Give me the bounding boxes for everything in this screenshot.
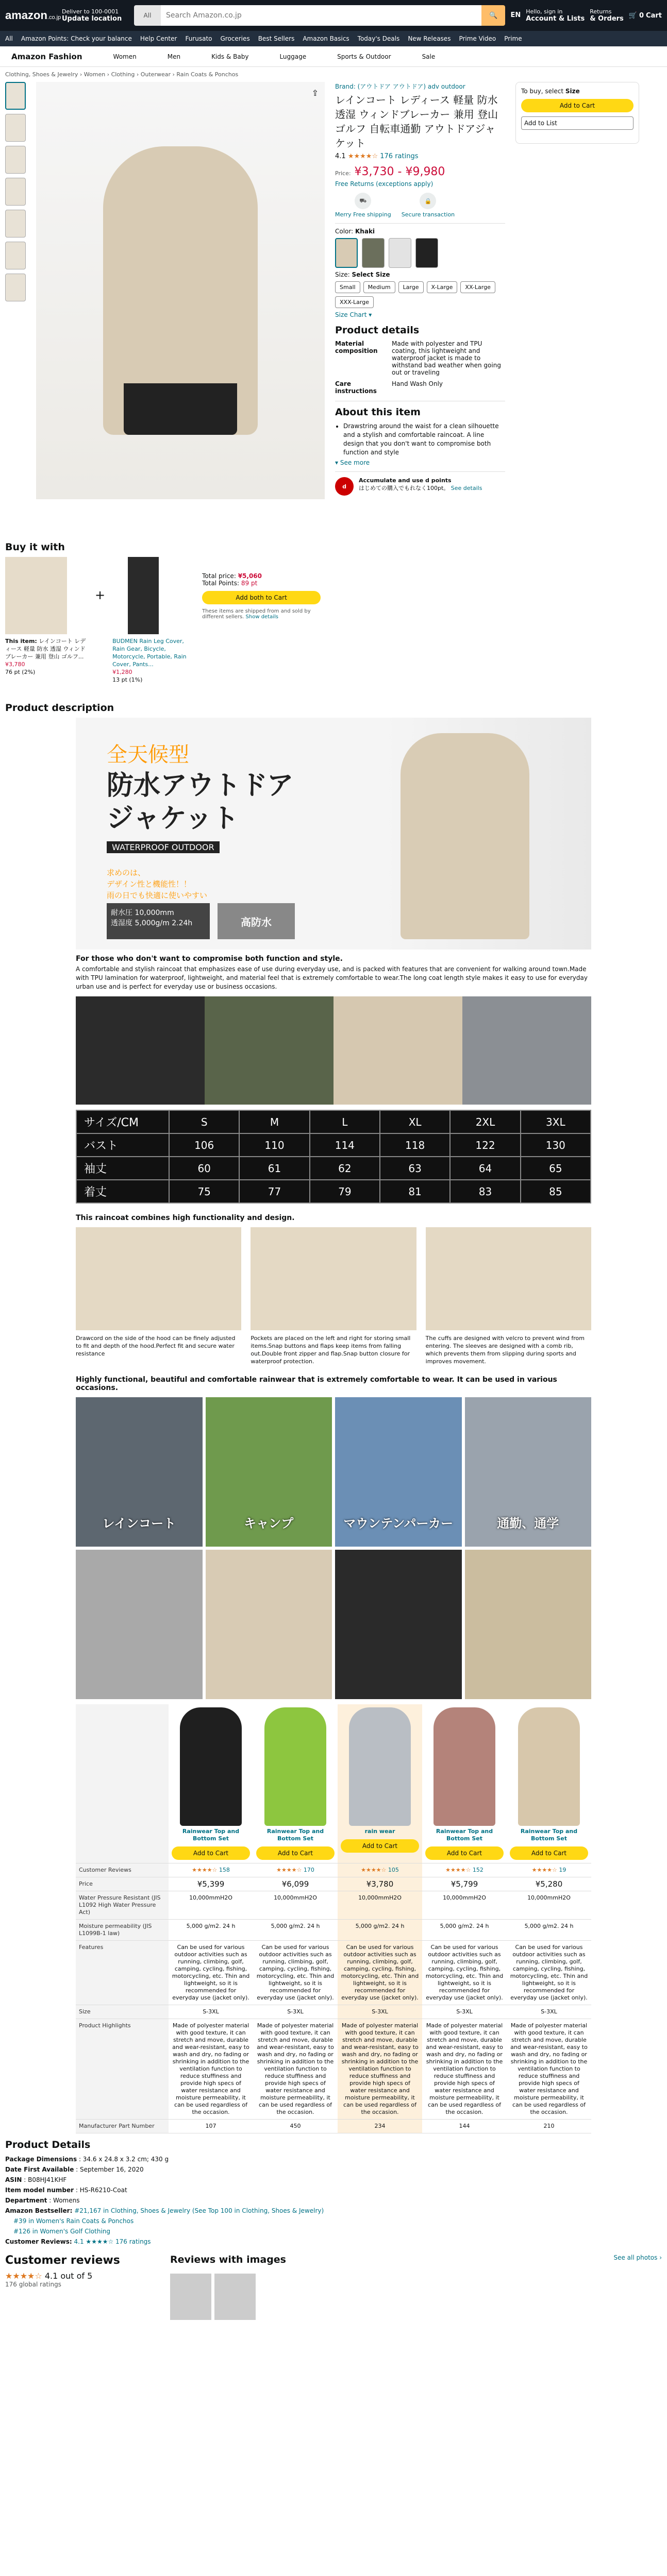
rating-value: 4.1: [335, 152, 346, 160]
scene-grid: [76, 1397, 591, 1699]
size-value: Select Size: [352, 271, 390, 278]
color-swatches: [335, 238, 505, 268]
reviews-link[interactable]: 4.1 ★★★★☆ 176 ratings: [74, 2238, 151, 2245]
description-heading: Product description: [5, 702, 114, 714]
bundle-item: BUDMEN Rain Leg Cover, Rain Gear, Bicycle, Motorcycle, Portable, Rain Cover, Pants... ¥1,280 13 pt (1%): [112, 557, 195, 684]
hero-tagline: 求めのは、 デザイン性と機能性！！ 雨の日でも快適に使いやすい: [107, 868, 208, 900]
free-returns-link[interactable]: Free Returns (exceptions apply): [335, 180, 433, 188]
compare-product-link[interactable]: Rainwear Top and Bottom Set: [520, 1828, 578, 1842]
nav-item[interactable]: Prime Video: [459, 35, 496, 42]
shipping-badge[interactable]: ⛟ Merry Free shipping: [335, 193, 391, 218]
subnav-item[interactable]: Sports & Outdoor: [337, 53, 391, 60]
share-icon[interactable]: ⇪: [311, 88, 319, 98]
size-option[interactable]: XX-Large: [460, 281, 495, 293]
trust-icons: [335, 193, 505, 218]
account-menu[interactable]: Hello, sign in Account & Lists: [526, 8, 585, 23]
compare-product-link[interactable]: Rainwear Top and Bottom Set: [436, 1828, 493, 1842]
hero-text: 全天候型: [107, 743, 189, 767]
size-table-row: 着丈 75 77 79 81 83 85: [76, 1180, 591, 1203]
subnav-item[interactable]: Kids & Baby: [211, 53, 249, 60]
jacket-illustration: [103, 146, 258, 435]
compare-row: Features Can be used for various outdoor activities such as running, climbing, golf, camping, cycling, fishing, motorcycling, etc. Thin and lightweight, so it is recommended for everyday use (jacket only). Can be used for various outdoor activities such as running, climbing, golf, camping, cycling, fishing, motorcycling, etc. Thin and lightweight, so it is recommended for everyday use (jacket only). Can be used for various outdoor activities such as running, climbing, golf, camping, cycling, fishing, motorcycling, etc. Thin and lightweight, so it is recommended for everyday use (jacket only). Can be used for various outdoor activities such as running, climbing, golf, camping, cycling, fishing, motorcycling, etc. Thin and lightweight, so it is recommended for everyday use (jacket only). Can be used for various outdoor activities such as running, climbing, golf, camping, cycling, fishing, motorcycling, etc. Thin and lightweight, so it is recommended for everyday use (jacket only).: [76, 1941, 591, 2005]
scene-image: [206, 1550, 332, 1699]
search-button[interactable]: [481, 5, 505, 26]
price-row: [335, 165, 505, 178]
compare-product-image[interactable]: [518, 1707, 580, 1826]
block-text: A comfortable and stylish raincoat that emphasizes ease of use during everyday use, and is packed with features that are convenient for walking around town.Made with TPU lamination for waterproof, lightweight, and material feel that is extremely comfortable to wear.The long coat length style makes it easy to use for everyday urban use and is perfect for everyday use or business occasions.: [76, 965, 588, 990]
subnav-item[interactable]: Sale: [422, 53, 436, 60]
scene-image: 通勤、通学: [465, 1397, 592, 1547]
buy-box: To buy, select Size Add to Cart Add to List: [515, 82, 639, 144]
hero-spec-box: 耐水圧 10,000mm 透湿度 5,000g/m 2.24h: [107, 903, 210, 939]
see-more-link[interactable]: ▾ See more: [335, 459, 370, 466]
breadcrumb[interactable]: Clothing, Shoes & Jewelry › Women › Clothing › Outerwear › Rain Coats & Ponchos: [5, 71, 239, 78]
customer-reviews: [0, 2254, 667, 2320]
nav-item[interactable]: All: [5, 35, 13, 42]
scene-image: レインコート: [76, 1397, 203, 1547]
cart-icon: 🛒: [628, 11, 637, 20]
model-image: [76, 996, 205, 1105]
review-image-strip: [170, 2274, 662, 2320]
truck-icon: ⛟: [355, 193, 371, 209]
product-main: [0, 82, 667, 535]
product-details: [0, 2140, 667, 2247]
compare-product-image[interactable]: [180, 1707, 242, 1826]
cart-button[interactable]: 🛒 0 Cart: [628, 11, 662, 20]
size-chart-link[interactable]: Size Chart ▾: [335, 311, 372, 318]
feature-panel: Pockets are placed on the left and right for storing small items.Snap buttons and flaps keep items from falling out.Double front zipper and flap.Snap button closure for waterproof protection.: [251, 1227, 416, 1365]
d-points-banner: d Accumulate and use d points はじめての購入でもれなく100pt。 See details: [335, 471, 505, 496]
compare-add-to-cart[interactable]: Add to Cart: [172, 1846, 250, 1860]
thumbnail[interactable]: [5, 178, 26, 206]
review-images-heading: Reviews with images: [170, 2254, 286, 2265]
reviews-heading: Customer reviews: [5, 2254, 120, 2267]
brand-link[interactable]: Brand: (アウトドア アウトドア) adv outdoor: [335, 83, 465, 90]
detail-row: Department : Womens: [5, 2197, 80, 2204]
nav-item[interactable]: Best Sellers: [258, 35, 295, 42]
about-bullets: • Drawstring around the waist for a clean silhouette and a stylish and comfortable raincoat. A line design that you don't want to compromise both function and style: [335, 422, 505, 457]
color-label: Color:: [335, 228, 354, 235]
nav-item[interactable]: Today's Deals: [357, 35, 400, 42]
compare-product-image[interactable]: [433, 1707, 495, 1826]
thumbnail[interactable]: [5, 114, 26, 142]
points-details-link[interactable]: See details: [451, 485, 482, 492]
show-details-link[interactable]: Show details: [245, 614, 279, 620]
bundle-total: Total price: ¥5,060 Total Points: 89 pt Add both to Cart These items are shipped from and sold by different sellers. Show details: [202, 557, 321, 620]
model-image: [334, 996, 462, 1105]
detail-row: #39 in Women's Rain Coats & Ponchos: [13, 2217, 134, 2225]
see-all-photos-link[interactable]: See all photos ›: [613, 2254, 662, 2261]
scene-image: マウンテンパーカー: [335, 1397, 462, 1547]
fashion-subnav: [0, 46, 667, 67]
compare-product-link[interactable]: Rainwear Top and Bottom Set: [182, 1828, 240, 1842]
compare-row: Customer Reviews ★★★★☆ 158 ★★★★☆ 170 ★★★★☆ 105 ★★★★☆ 152 ★★★★☆ 19: [76, 1863, 591, 1877]
color-value: Khaki: [355, 228, 375, 235]
hero-model-image: [401, 733, 529, 939]
thumbnail[interactable]: [5, 274, 26, 301]
size-option[interactable]: XXX-Large: [335, 296, 374, 308]
global-ratings: 176 global ratings: [5, 2281, 61, 2288]
compare-row: Moisture permeability (JIS L1099B-1 law) 5,000 g/m2. 24 h 5,000 g/m2. 24 h 5,000 g/m2. 24 h 5,000 g/m2. 24 h 5,000 g/m2. 24 h: [76, 1920, 591, 1941]
detail-row: Item model number : HS-R6210-Coat: [5, 2187, 127, 2194]
rating-stars[interactable]: ★★★★☆: [347, 152, 378, 160]
size-table-header: サイズ/CM S M L XL 2XL 3XL: [76, 1110, 591, 1133]
size-table-row: バスト 106 110 114 118 122 130: [76, 1133, 591, 1157]
review-score: 4.1 out of 5: [44, 2271, 93, 2281]
compare-row: Product Highlights Made of polyester material with good texture, it can stretch and move, durable and wear-resistant, easy to wash and dry, no fading or shrinking in addition to the ventilation function to reduce stuffiness and provide high specs of water resistance and moisture permeability, it can be used regardless of the occasion. Made of polyester material with good texture, it can stretch and move, durable and wear-resistant, easy to wash and dry, no fading or shrinking in addition to the ventilation function to reduce stuffiness and provide high specs of water resistance and moisture permeability, it can be used regardless of the occasion. Made of polyester material with good texture, it can stretch and move, durable and wear-resistant, easy to wash and dry, no fading or shrinking in addition to the ventilation function to reduce stuffiness and provide high specs of water resistance and moisture permeability, it can be used regardless of the occasion. Made of polyester material with good texture, it can stretch and move, durable and wear-resistant, easy to wash and dry, no fading or shrinking in addition to the ventilation function to reduce stuffiness and provide high specs of water resistance and moisture permeability, it can be used regardless of the occasion. Made of polyester material with good texture, it can stretch and move, durable and wear-resistant, easy to wash and dry, no fading or shrinking in addition to the ventilation function to reduce stuffiness and provide high specs of water resistance and moisture permeability, it can be used regardless of the occasion.: [76, 2019, 591, 2120]
compare-product-link[interactable]: rain wear: [364, 1828, 395, 1835]
detail-row: #126 in Women's Golf Clothing: [13, 2228, 111, 2235]
nav-item[interactable]: Help Center: [140, 35, 177, 42]
detail-row: Amazon Bestseller: #21,167 in Clothing, Shoes & Jewelry (See Top 100 in Clothing, Shoes & Jewelry): [5, 2207, 324, 2214]
hero-title: 防水アウトドア ジャケット: [107, 770, 294, 834]
search-category-select[interactable]: All: [134, 5, 161, 26]
subnav-item[interactable]: Men: [167, 53, 181, 60]
detail-row: ASIN : B08HJ41KHF: [5, 2176, 67, 2183]
scene-image: [465, 1550, 592, 1699]
amazon-logo[interactable]: amazon.co.jp: [5, 9, 61, 22]
lock-icon: 🔒: [420, 193, 436, 209]
size-option[interactable]: Large: [398, 281, 424, 293]
detail-row: Date First Available : September 16, 2020: [5, 2166, 144, 2173]
add-to-cart-button[interactable]: Add to Cart: [521, 99, 633, 112]
deliver-to[interactable]: Deliver to 100-0001 Update location: [62, 8, 122, 23]
bundle-item-image[interactable]: [128, 557, 159, 634]
d-points-logo: d: [335, 477, 354, 496]
nav-item[interactable]: Prime: [504, 35, 522, 42]
plus-icon: +: [95, 588, 106, 602]
nav-item[interactable]: New Releases: [408, 35, 451, 42]
top-header: [0, 0, 667, 31]
feature-panel: The cuffs are designed with velcro to prevent wind from entering. The sleeves are designed with a comb rib, which prevents them from slipping during sports and improves movement.: [426, 1227, 591, 1365]
swatch[interactable]: [362, 238, 385, 268]
size-option[interactable]: Medium: [363, 281, 395, 293]
nav-item[interactable]: Amazon Basics: [303, 35, 349, 42]
compare-product-image[interactable]: [264, 1707, 326, 1826]
nav-item[interactable]: Furusato: [185, 35, 212, 42]
buy-it-with: [0, 541, 667, 696]
bundle-item-link[interactable]: BUDMEN Rain Leg Cover, Rain Gear, Bicycle, Motorcycle, Portable, Rain Cover, Pants...: [112, 638, 187, 668]
add-both-button[interactable]: Add both to Cart: [202, 591, 321, 604]
compare-add-to-cart[interactable]: Add to Cart: [425, 1846, 504, 1860]
detail-row: Package Dimensions : 34.6 x 24.8 x 3.2 cm; 430 g: [5, 2156, 169, 2163]
size-option[interactable]: Small: [335, 281, 360, 293]
product-title: レインコート レディース 軽量 防水 透湿 ウィンドブレーカー 兼用 登山 ゴルフ 自転車通勤 アウトドアジャケット: [335, 94, 498, 149]
ratings-count-link[interactable]: 176 ratings: [380, 152, 419, 160]
swatch[interactable]: [389, 238, 411, 268]
comparison-table: [76, 1704, 591, 2133]
size-options: [335, 281, 505, 308]
product-description: [0, 702, 667, 2133]
nav-item[interactable]: Amazon Points: Check your balance: [21, 35, 132, 42]
price-value: ¥3,730 - ¥9,980: [354, 165, 445, 178]
review-image[interactable]: [170, 2274, 211, 2320]
nav-item[interactable]: Groceries: [220, 35, 250, 42]
size-table: [76, 1110, 591, 1204]
search-icon: 🔍: [489, 11, 498, 20]
thumbnail-list: [5, 82, 26, 535]
detail-row: Customer Reviews: 4.1 ★★★★☆ 176 ratings: [5, 2238, 151, 2245]
thumbnail[interactable]: [5, 146, 26, 174]
compare-add-to-cart[interactable]: Add to Cart: [256, 1846, 335, 1860]
returns-orders[interactable]: Returns & Orders: [590, 8, 624, 23]
compare-add-to-cart[interactable]: Add to Cart: [510, 1846, 588, 1860]
search-bar: [134, 5, 505, 26]
details-heading: Product details: [335, 325, 420, 336]
hero-badge: 高防水: [218, 903, 295, 939]
search-input[interactable]: [161, 5, 481, 26]
model-image: [205, 996, 334, 1105]
scene-image: キャンプ: [206, 1397, 332, 1547]
subnav-item[interactable]: Women: [113, 53, 137, 60]
price-label: Price:: [335, 170, 351, 177]
bundle-item: This item: レインコート レディース 軽量 防水 透湿 ウィンドブレーカー 兼用 登山 ゴルフ... ¥3,780 76 pt (2%): [5, 557, 88, 676]
compare-images-row: [76, 1704, 591, 1863]
secure-badge[interactable]: 🔒 Secure transaction: [402, 193, 455, 218]
main-product-image[interactable]: [36, 82, 325, 499]
model-image: [462, 996, 591, 1105]
size-table-row: 袖丈 60 61 62 63 64 65: [76, 1157, 591, 1180]
care-row: Care instructions Hand Wash Only: [335, 380, 443, 395]
thumbnail[interactable]: [5, 82, 26, 110]
scene-image: [335, 1550, 462, 1699]
compare-row: Price ¥5,399 ¥6,099 ¥3,780 ¥5,799 ¥5,280: [76, 1877, 591, 1891]
feature-panels: [76, 1227, 591, 1365]
add-to-list-button[interactable]: Add to List: [521, 116, 633, 130]
rating-row: [335, 152, 505, 160]
compare-product-image[interactable]: [349, 1707, 411, 1826]
size-option[interactable]: X-Large: [427, 281, 458, 293]
review-image[interactable]: [214, 2274, 256, 2320]
thumbnail[interactable]: [5, 210, 26, 238]
language-select[interactable]: EN: [510, 11, 521, 19]
amazon-fashion-link[interactable]: Amazon Fashion: [11, 52, 82, 61]
hero-banner: [76, 718, 591, 950]
nav-bar: [0, 31, 667, 46]
material-row: Material composition Made with polyester and TPU coating, this lightweight and waterproof jacket is made to withstand bad weather when going out or traveling: [335, 340, 501, 376]
compare-product-link[interactable]: Rainwear Top and Bottom Set: [266, 1828, 324, 1842]
block-title: For those who don't want to compromise both function and style.: [76, 955, 343, 963]
about-heading: About this item: [335, 401, 505, 418]
scene-image: [76, 1550, 203, 1699]
block-title: Highly functional, beautiful and comfortable rainwear that is extremely comfortable to wear. It can be used in various occasions.: [76, 1376, 557, 1392]
buy-with-heading: Buy it with: [5, 541, 65, 553]
thumbnail[interactable]: [5, 242, 26, 269]
compare-row: Manufacturer Part Number 107 450 234 144 210: [76, 2120, 591, 2133]
subnav-item[interactable]: Luggage: [279, 53, 307, 60]
swatch[interactable]: [415, 238, 438, 268]
model-images: [76, 996, 591, 1105]
compare-add-to-cart[interactable]: Add to Cart: [341, 1839, 419, 1853]
product-details-heading: Product Details: [5, 2139, 91, 2150]
block-title: This raincoat combines high functionality and design.: [76, 1214, 295, 1222]
bestseller-link[interactable]: #21,167 in Clothing, Shoes & Jewelry (See Top 100 in Clothing, Shoes & Jewelry): [74, 2207, 324, 2214]
compare-row: Size S-3XL S-3XL S-3XL S-3XL S-3XL: [76, 2005, 591, 2019]
hero-tag: WATERPROOF OUTDOOR: [107, 841, 220, 853]
compare-row: Water Pressure Resistant (JIS L1092 High Water Pressure Act) 10,000mmH2O 10,000mmH2O 10,000mmH2O 10,000mmH2O 10,000mmH2O: [76, 1891, 591, 1920]
bundle-item-image[interactable]: [5, 557, 67, 634]
size-label: Size:: [335, 271, 350, 278]
swatch-khaki[interactable]: [335, 238, 358, 268]
product-info: [335, 82, 505, 535]
feature-panel: Drawcord on the side of the hood can be finely adjusted to fit and depth of the hood.Perfect fit and secure water resistance: [76, 1227, 241, 1365]
review-stars: ★★★★☆: [5, 2271, 42, 2281]
